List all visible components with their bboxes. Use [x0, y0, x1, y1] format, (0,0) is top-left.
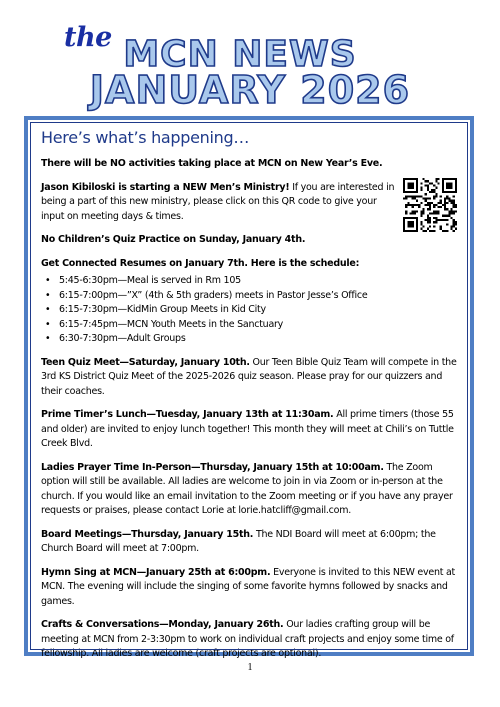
ladies-prayer-item — [41, 461, 457, 519]
new-years-notice — [41, 157, 457, 172]
crafts-item — [41, 618, 457, 662]
teen-quiz-body: Our Teen Bible Quiz Team will compete in the 3rd KS District Quiz Meet of the 2025-2026 quiz season. Please pray for our quizzers and their coaches. — [41, 356, 457, 397]
newsletter-title: MCN NEWS — [123, 34, 357, 75]
mens-ministry-text — [41, 181, 397, 225]
masthead — [0, 0, 500, 112]
schedule-item: • 6:15-7:00pm—”X” (4th & 5th graders) meets in Pastor Jesse’s Office — [45, 289, 457, 304]
mens-ministry-item — [41, 181, 457, 234]
schedule-item: • 6:30-7:30pm—Adult Groups — [45, 332, 457, 347]
prime-timers-bold: Prime Timer’s Lunch—Tuesday, January 13th at 11:30am. — [41, 409, 334, 420]
crafts-bold: Crafts & Conversations—Monday, January 26th. — [41, 619, 284, 630]
schedule-list — [45, 274, 457, 347]
schedule-item: • 6:15-7:30pm—KidMin Group Meets in Kid City — [45, 303, 457, 318]
hymn-sing-bold: Hymn Sing at MCN—January 25th at 6:00pm. — [41, 566, 271, 578]
board-meetings-body: The NDI Board will meet at 6:00pm; the Church Board will meet at 7:00pm. — [41, 528, 436, 554]
crafts-body: Our ladies crafting group will be meeting at MCN from 2-3:30pm to work on individual craft projects and enjoy some time of fellowship. All ladies are welcome (craft projects are optional). — [41, 619, 454, 659]
masthead-the: the — [64, 22, 112, 53]
qr-code-icon[interactable] — [403, 178, 457, 232]
mens-ministry-bold: Jason Kibiloski is starting a NEW Men’s Ministry! — [41, 181, 290, 193]
board-meetings-bold: Board Meetings—Thursday, January 15th. — [41, 528, 254, 540]
prime-timers-body: All prime timers (those 55 and older) are invited to enjoy lunch together! This month they will meet at Chili’s on Tuttle Creek Blvd. — [41, 409, 454, 449]
page-number: 1 — [247, 662, 253, 673]
mens-ministry-body: If you are interested in being a part of this new ministry, please click on this QR code to give your input on meeting days & times. — [41, 181, 395, 222]
teen-quiz-item — [41, 356, 457, 400]
get-connected-heading — [41, 257, 457, 272]
quiz-practice-text: No Children’s Quiz Practice on Sunday, January 4th. — [41, 234, 306, 245]
content-box — [24, 116, 474, 659]
ladies-prayer-bold: Ladies Prayer Time In-Person—Thursday, January 15th at 10:00am. — [41, 461, 384, 473]
hymn-sing-body: Everyone is invited to this NEW event at MCN. The evening will include the singing of some favorite hymns followed by snacks and games. — [41, 566, 455, 607]
schedule-item: • 6:15-7:45pm—MCN Youth Meets in the Sanctuary — [45, 318, 457, 333]
prime-timers-item — [41, 408, 457, 452]
hymn-sing-item — [41, 566, 457, 610]
issue-month: JANUARY 2026 — [89, 68, 411, 112]
ladies-prayer-body: The Zoom option will still be available. All ladies are welcome to join in via Zoom or in-person at the church. If you would like an email invitation to the Zoom meeting or if you have any prayer requests or praises, please contact Lorie at lorie.hatcliff@gmail.com. — [41, 461, 453, 516]
quiz-practice-notice — [41, 233, 457, 248]
section-heading: Here’s what’s happening… — [41, 128, 250, 147]
teen-quiz-bold: Teen Quiz Meet—Saturday, January 10th. — [41, 356, 250, 368]
board-meetings-item — [41, 528, 457, 557]
schedule-item: • 5:45-6:30pm—Meal is served in Rm 105 — [45, 274, 457, 289]
new-years-text: There will be NO activities taking place at MCN on New Year’s Eve. — [41, 158, 383, 169]
get-connected-text: Get Connected Resumes on January 7th. Here is the schedule: — [41, 257, 360, 269]
